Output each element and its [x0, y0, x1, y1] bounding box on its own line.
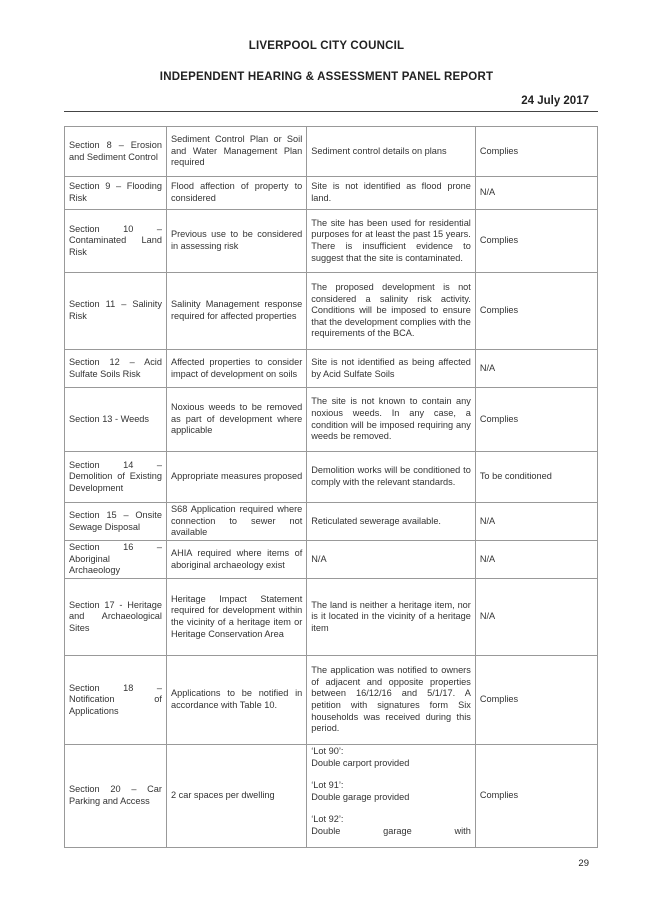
requirement-cell: Heritage Impact Statement required for development within the vicinity of a heritage item or Heritage Conservation Area: [166, 579, 306, 656]
status-cell: Complies: [475, 656, 597, 745]
comment-cell: N/A: [307, 541, 476, 579]
lot-label: ‘Lot 91’:: [311, 780, 344, 791]
table-row: [65, 579, 598, 656]
section-cell: Section 17 - Heritage and Archaeological Sites: [65, 579, 167, 656]
table-row: [65, 273, 598, 350]
report-title: INDEPENDENT HEARING & ASSESSMENT PANEL REPORT: [159, 71, 494, 83]
section-cell: Section 14 – Demolition of Existing Development: [65, 452, 167, 503]
comment-cell: Site is not identified as being affected by Acid Sulfate Soils: [307, 350, 476, 388]
section-cell: Section 8 – Erosion and Sediment Control: [65, 127, 167, 177]
table-row: [65, 177, 598, 210]
requirement-cell: Affected properties to consider impact of development on soils: [166, 350, 306, 388]
section-cell: Section 20 – Car Parking and Access: [65, 745, 167, 848]
lot-label: ‘Lot 90’:: [311, 746, 344, 756]
comment-cell: Sediment control details on plans: [307, 127, 476, 177]
requirement-cell: Applications to be notified in accordance with Table 10.: [166, 656, 306, 745]
status-cell: Complies: [475, 127, 597, 177]
section-cell: Section 12 – Acid Sulfate Soils Risk: [65, 350, 167, 388]
requirement-cell: S68 Application required where connection to sewer not available: [166, 503, 306, 541]
requirement-cell: Noxious weeds to be removed as part of development where applicable: [166, 388, 306, 452]
table-row: [65, 350, 598, 388]
requirement-cell: 2 car spaces per dwelling: [166, 745, 306, 848]
lot-detail: Double garage with: [311, 825, 471, 836]
compliance-table: [64, 126, 598, 848]
comment-cell: The application was notified to owners of adjacent and opposite properties between 16/12/16 and 5/1/17. A petition with signatures form Six households was received during this period.: [307, 656, 476, 745]
comment-cell: The site is not known to contain any noxious weeds. In any case, a condition will be imposed requiring any weeds be removed.: [307, 388, 476, 452]
table-row: [65, 127, 598, 177]
status-cell: To be conditioned: [475, 452, 597, 503]
section-cell: Section 13 - Weeds: [65, 388, 167, 452]
council-title: LIVERPOOL CITY COUNCIL: [248, 40, 405, 52]
table-row: [65, 541, 598, 579]
comment-cell: The proposed development is not considered a salinity risk activity. Conditions will be imposed to ensure that the development complies with the requirements of the BCA.: [307, 273, 476, 350]
status-cell: Complies: [475, 273, 597, 350]
section-cell: Section 16 – Aboriginal Archaeology: [65, 541, 167, 579]
comment-cell: Site is not identified as flood prone land.: [307, 177, 476, 210]
status-cell: N/A: [475, 541, 597, 579]
requirement-cell: Flood affection of property to considered: [166, 177, 306, 210]
status-cell: N/A: [475, 503, 597, 541]
table-row: [65, 745, 598, 848]
status-cell: Complies: [475, 388, 597, 452]
section-cell: Section 11 – Salinity Risk: [65, 273, 167, 350]
header-divider: [64, 111, 598, 112]
lot-label: ‘Lot 92’:: [311, 814, 344, 825]
status-cell: N/A: [475, 350, 597, 388]
table-row: [65, 388, 598, 452]
report-date: 24 July 2017: [521, 95, 589, 107]
comment-cell: [307, 745, 476, 848]
status-cell: Complies: [475, 210, 597, 273]
table-row: [65, 656, 598, 745]
requirement-cell: Sediment Control Plan or Soil and Water Management Plan required: [166, 127, 306, 177]
section-cell: Section 10 – Contaminated Land Risk: [65, 210, 167, 273]
comment-cell: The site has been used for residential purposes for at least the past 15 years. There is insufficient evidence to suggest that the site is contaminated.: [307, 210, 476, 273]
status-cell: N/A: [475, 177, 597, 210]
page-number: 29: [578, 858, 589, 869]
status-cell: Complies: [475, 745, 597, 848]
requirement-cell: Appropriate measures proposed: [166, 452, 306, 503]
section-cell: Section 18 – Notification of Applications: [65, 656, 167, 745]
lot-detail: Double carport provided: [311, 757, 410, 768]
table-row: [65, 210, 598, 273]
requirement-cell: Salinity Management response required for affected properties: [166, 273, 306, 350]
table-row: [65, 503, 598, 541]
table-row: [65, 452, 598, 503]
section-cell: Section 15 – Onsite Sewage Disposal: [65, 503, 167, 541]
lot-detail: Double garage provided: [311, 791, 410, 802]
comment-cell: Reticulated sewerage available.: [307, 503, 476, 541]
requirement-cell: Previous use to be considered in assessing risk: [166, 210, 306, 273]
section-cell: Section 9 – Flooding Risk: [65, 177, 167, 210]
spacer: [311, 803, 471, 814]
comment-cell: The land is neither a heritage item, nor is it located in the vicinity of a heritage item: [307, 579, 476, 656]
comment-cell: Demolition works will be conditioned to comply with the relevant standards.: [307, 452, 476, 503]
status-cell: N/A: [475, 579, 597, 656]
requirement-cell: AHIA required where items of aboriginal archaeology exist: [166, 541, 306, 579]
spacer: [311, 769, 471, 780]
